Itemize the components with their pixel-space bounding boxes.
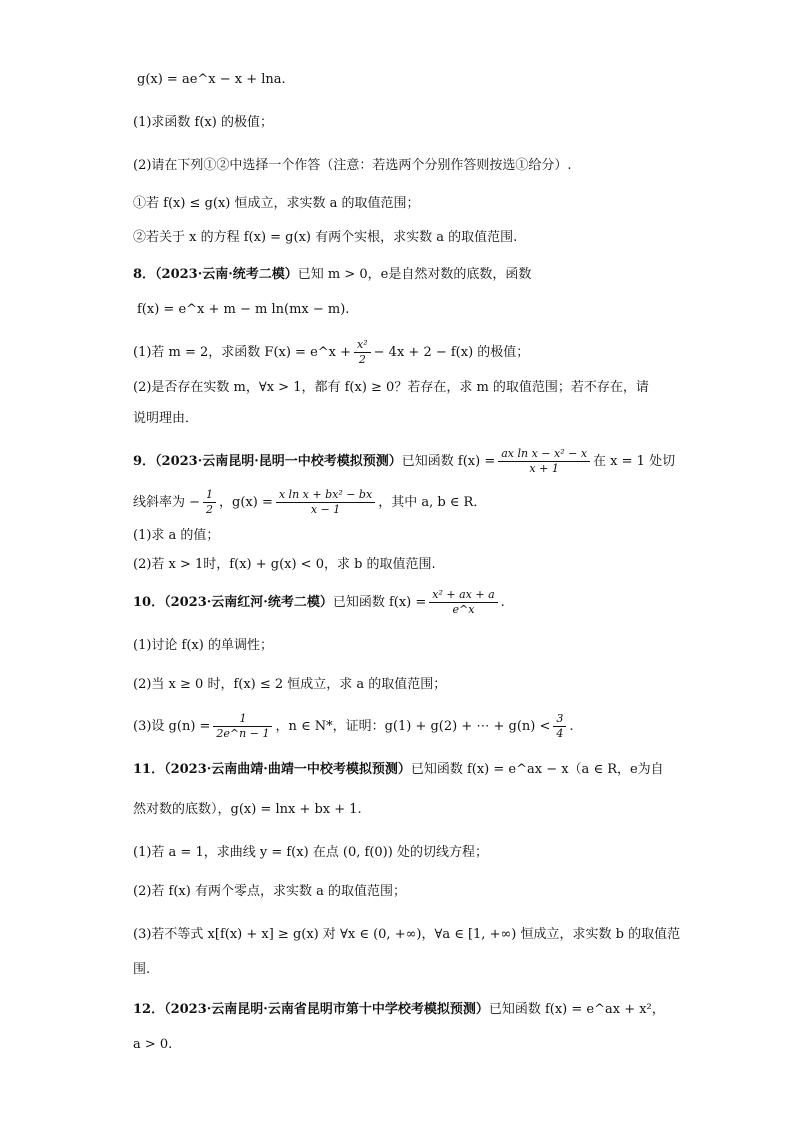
q11-part1: (1)若 a = 1，求曲线 y = f(x) 在点 (0, f(0)) 处的切线方程； — [133, 845, 488, 860]
q8-part1: (1)若 m = 2，求函数 F(x) = e^x + $\frac{\text{x²}}{2}$ − 4x + 2 − f(x) 的极值； — [133, 338, 530, 366]
g-definition: g(x) = ae^x − x + lna. — [137, 72, 286, 87]
q11-part3-cont: 围. — [133, 962, 151, 977]
q9-part2: (2)若 x > 1时，f(x) + g(x) < 0，求 b 的取值范围. — [133, 557, 436, 572]
fraction: $\frac{1}{2}$ — [203, 488, 216, 517]
q10-part1: (1)讨论 f(x) 的单调性； — [133, 638, 273, 653]
q7-option1: ①若 f(x) ≤ g(x) 恒成立，求实数 a 的取值范围； — [133, 196, 420, 211]
q11-stem: 11．（2023·云南曲靖·曲靖一中校考模拟预测）已知函数 f(x) = e^ax − x（a ∈ R，e为自 — [133, 762, 664, 777]
q11-stem-cont: 然对数的底数），g(x) = lnx + bx + 1. — [133, 802, 362, 817]
q8-source: 8．（2023·云南·统考二模） — [133, 267, 298, 282]
q12-stem-cont: a > 0. — [133, 1037, 173, 1052]
q12-source: 12．（2023·云南昆明·云南省昆明市第十中学校考模拟预测） — [133, 1002, 489, 1017]
fraction: $\frac{\text{x² + ax + a}}{e\^{}x}$ — [429, 588, 497, 617]
fraction: $\frac{\text{x²}}{2}$ — [354, 338, 371, 367]
q10-source: 10．（2023·云南红河·统考二模） — [133, 595, 333, 610]
q7-part1: (1)求函数 f(x) 的极值； — [133, 115, 273, 130]
fraction: $\frac{3}{4}$ — [553, 712, 566, 741]
q9-source: 9．（2023·云南昆明·昆明一中校考模拟预测） — [133, 454, 402, 469]
q10-part3: (3)设 g(n) = $\frac{1}{2e\^{}n - 1}$ ，n ∈ N*，证明：g(1) + g(2) + ⋯ + g(n) < $\frac{3}{4}$ . — [133, 712, 574, 740]
q9-stem: 9．（2023·云南昆明·昆明一中校考模拟预测）已知函数 f(x) = $\frac{\text{ax ln x − x² − x}}{x + 1}$ 在 x = 1 处切 — [133, 447, 676, 475]
q8-function: f(x) = e^x + m − m ln(mx − m). — [137, 302, 350, 317]
q10-stem: 10．（2023·云南红河·统考二模）已知函数 f(x) = $\frac{\text{x² + ax + a}}{e\^{}x}$ . — [133, 588, 505, 616]
q8-stem: 8．（2023·云南·统考二模）已知 m > 0，e是自然对数的底数，函数 — [133, 267, 532, 282]
fraction: $\frac{1}{2e\^{}n - 1}$ — [213, 712, 272, 741]
q11-part3: (3)若不等式 x[f(x) + x] ≥ g(x) 对 ∀x ∈ (0, +∞)，∀a ∈ [1, +∞) 恒成立，求实数 b 的取值范 — [133, 927, 681, 942]
q8-part2: (2)是否存在实数 m，∀x > 1，都有 f(x) ≥ 0？若存在，求 m 的取值范围；若不存在，请 — [133, 380, 649, 395]
q11-part2: (2)若 f(x) 有两个零点，求实数 a 的取值范围； — [133, 884, 406, 899]
q10-part2: (2)当 x ≥ 0 时，f(x) ≤ 2 恒成立，求 a 的取值范围； — [133, 677, 447, 692]
q9-stem-cont: 线斜率为 − $\frac{1}{2}$ ，g(x) = $\frac{\text{x ln x + bx² − bx}}{x - 1}$ ，其中 a, b ∈ R． — [133, 488, 487, 516]
q7-part2: (2)请在下列①②中选择一个作答（注意：若选两个分别作答则按选①给分）. — [133, 158, 572, 173]
q11-source: 11．（2023·云南曲靖·曲靖一中校考模拟预测） — [133, 762, 411, 777]
fraction: $\frac{\text{x ln x + bx² − bx}}{x - 1}$ — [276, 488, 375, 517]
q9-part1: (1)求 a 的值； — [133, 528, 220, 543]
fraction: $\frac{\text{ax ln x − x² − x}}{x + 1}$ — [498, 447, 590, 476]
q12-stem: 12．（2023·云南昆明·云南省昆明市第十中学校考模拟预测）已知函数 f(x) = e^ax + x²， — [133, 1002, 665, 1017]
q8-part2-cont: 说明理由． — [133, 411, 199, 426]
q7-option2: ②若关于 x 的方程 f(x) = g(x) 有两个实根，求实数 a 的取值范围. — [133, 230, 518, 245]
